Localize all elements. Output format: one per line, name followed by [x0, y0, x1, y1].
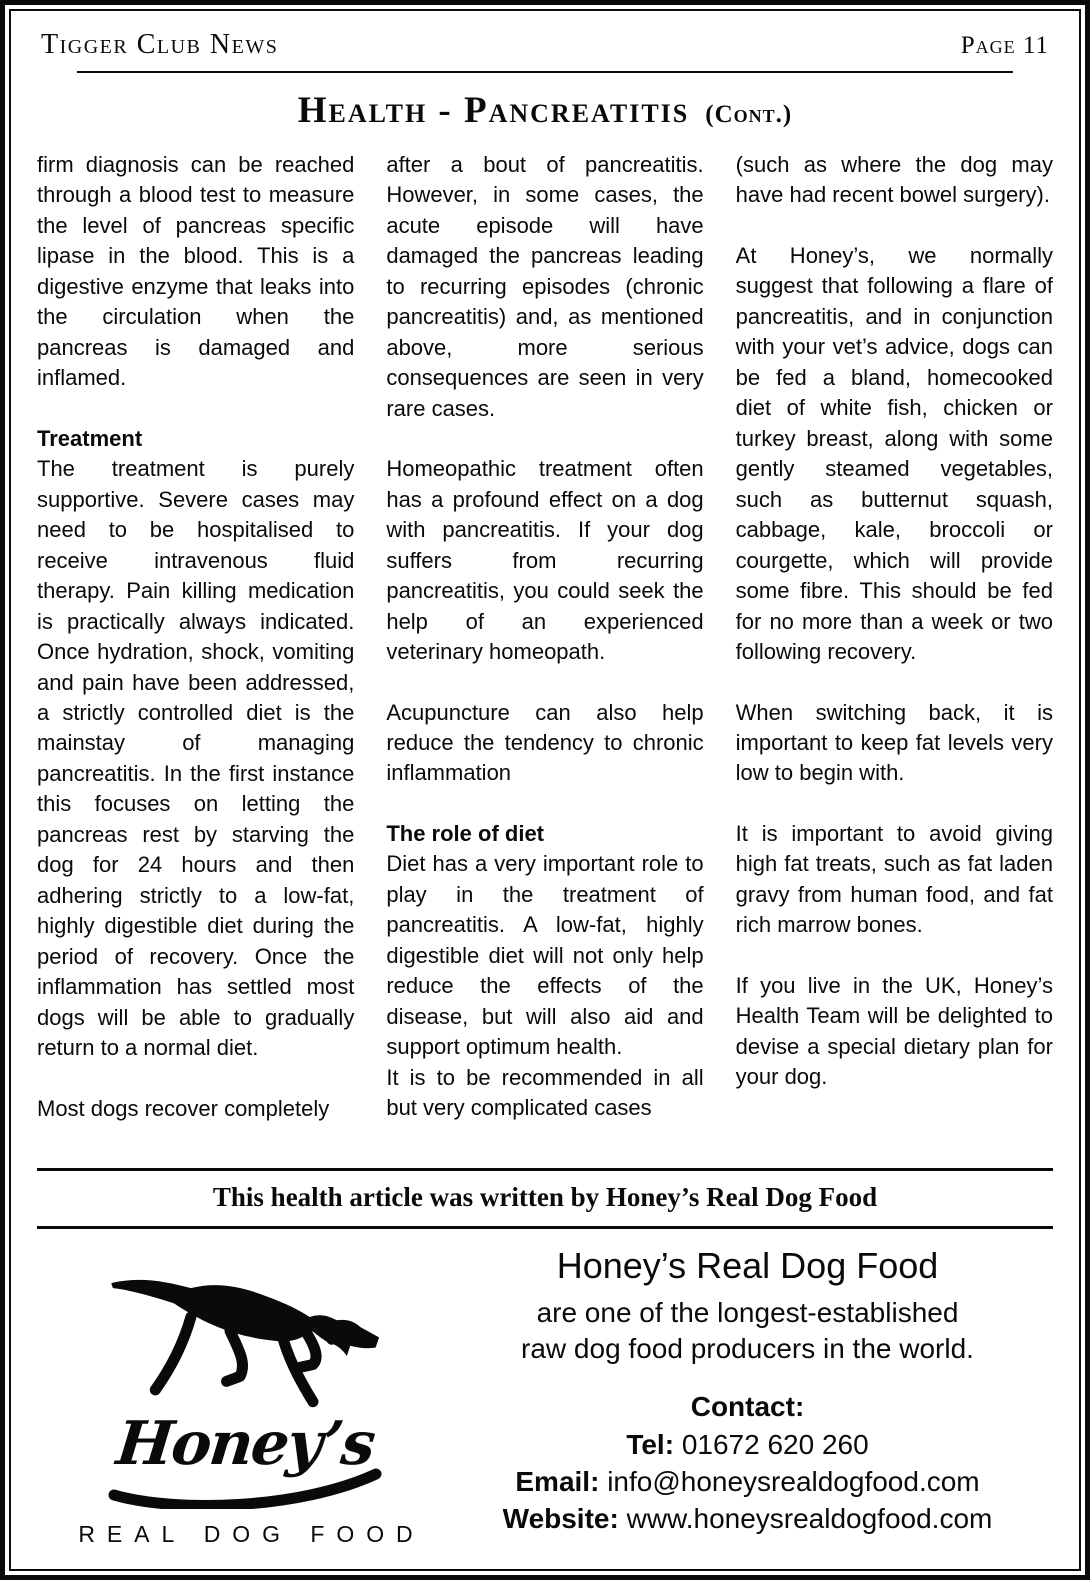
paragraph: If you live in the UK, Honey’s Health Team will be delighted to devise a special dietary plan for your dog.: [735, 972, 1053, 1090]
company-heading: Honey’s Real Dog Food: [556, 1245, 939, 1286]
header-rule: [77, 71, 1013, 73]
paragraph: Diet has a very important role to play in the treatment of pancreatitis. A low-fat, highly digestible diet will not only help reduce the effects of the disease, but will also aid and support optimum health.: [386, 851, 704, 1060]
logo-tagline: REAL DOG FOOD: [78, 1521, 425, 1547]
contact-tel-line: [448, 1427, 1047, 1464]
paragraph: Homeopathic treatment often has a profound effect on a dog with pancreatitis. If your dog suffers from recurring pancreatitis, you could seek the help of an experienced veterinary homeopath.: [386, 456, 704, 665]
section-heading-role-of-diet: The role of diet: [386, 820, 545, 846]
column-1: [37, 150, 354, 1156]
article-title-cont: (Cont.): [705, 101, 793, 128]
section-heading-treatment: Treatment: [37, 425, 143, 451]
contact-website-line: [448, 1501, 1047, 1538]
paragraph: (such as where the dog may have had recent bowel surgery).: [735, 152, 1053, 208]
attribution-text: This health article was written by Honey’s Real Dog Food: [212, 1182, 878, 1212]
logo-wordmark: Honey’s: [113, 1409, 378, 1479]
masthead-title: Tigger Club News: [41, 29, 279, 60]
paragraph: firm diagnosis can be reached through a blood test to measure the level of pancreas specific lipase in the blood. This is a digestive enzyme that leaks into the circulation when the pancreas is damaged and inflamed.: [37, 152, 355, 391]
tel-label: Tel:: [626, 1428, 675, 1460]
contact-heading: Contact:: [690, 1390, 805, 1422]
article-title: [37, 89, 1053, 132]
column-3: [736, 150, 1053, 1156]
page-header: [37, 23, 1053, 61]
company-info: [448, 1233, 1047, 1569]
paragraph: after a bout of pancreatitis. However, in some cases, the acute episode will have damaged the pancreas leading to recurring episodes (chronic pancreatitis) and, as mentioned above, more serious consequences are seen in very rare cases.: [386, 152, 704, 421]
page-number: Page 11: [960, 32, 1049, 59]
website-value: www.honeysrealdogfood.com: [626, 1502, 993, 1534]
email-label: Email:: [515, 1465, 600, 1497]
paragraph: When switching back, it is important to keep fat levels very low to begin with.: [735, 699, 1053, 786]
honeys-logo: [43, 1233, 448, 1569]
paragraph: Acupuncture can also help reduce the tendency to chronic inflammation: [386, 699, 704, 786]
logo-wordmark-group: [106, 1409, 386, 1509]
footer-section: [37, 1229, 1053, 1569]
paragraph: It is important to avoid giving high fat treats, such as fat laden gravy from human food, and fat rich marrow bones.: [735, 820, 1053, 938]
email-value: info@honeysrealdogfood.com: [607, 1465, 980, 1497]
article-body: [37, 150, 1053, 1156]
pointer-dog-icon: [81, 1239, 411, 1417]
column-2: [386, 150, 703, 1156]
paragraph: At Honey’s, we normally suggest that following a flare of pancreatitis, and in conjunction with your vet’s advice, dogs can be fed a bland, homecooked diet of white fish, chicken or turkey breast, along with some gently steamed vegetables, such as butternut squash, cabbage, kale, broccoli or courgette, which will provide some fibre. This should be fed for no more than a week or two following recovery.: [735, 242, 1053, 665]
contact-email-line: [448, 1464, 1047, 1501]
paragraph: The treatment is purely supportive. Severe cases may need to be hospitalised to receive intravenous fluid therapy. Pain killing medication is practically always indicated. Once hydration, shock, vomiting and pain have been addressed, a strictly controlled diet is the mainstay of managing pancreatitis. In the first instance this focuses on letting the pancreas rest by starving the dog for 24 hours and then adhering strictly to a low-fat, highly digestible diet during the period of recovery. Once the inflammation has settled most dogs will be able to gradually return to a normal diet.: [37, 456, 355, 1061]
website-label: Website:: [502, 1502, 619, 1534]
company-tagline-line1: are one of the longest-established: [536, 1297, 959, 1328]
page-inner-frame: [9, 9, 1081, 1571]
paragraph: It is to be recommended in all but very complicated cases: [386, 1064, 704, 1121]
tel-value: 01672 620 260: [681, 1428, 869, 1460]
paragraph: Most dogs recover completely: [37, 1095, 330, 1121]
company-tagline-line2: raw dog food producers in the world.: [521, 1332, 974, 1364]
article-title-main: Health - Pancreatitis: [297, 90, 690, 131]
